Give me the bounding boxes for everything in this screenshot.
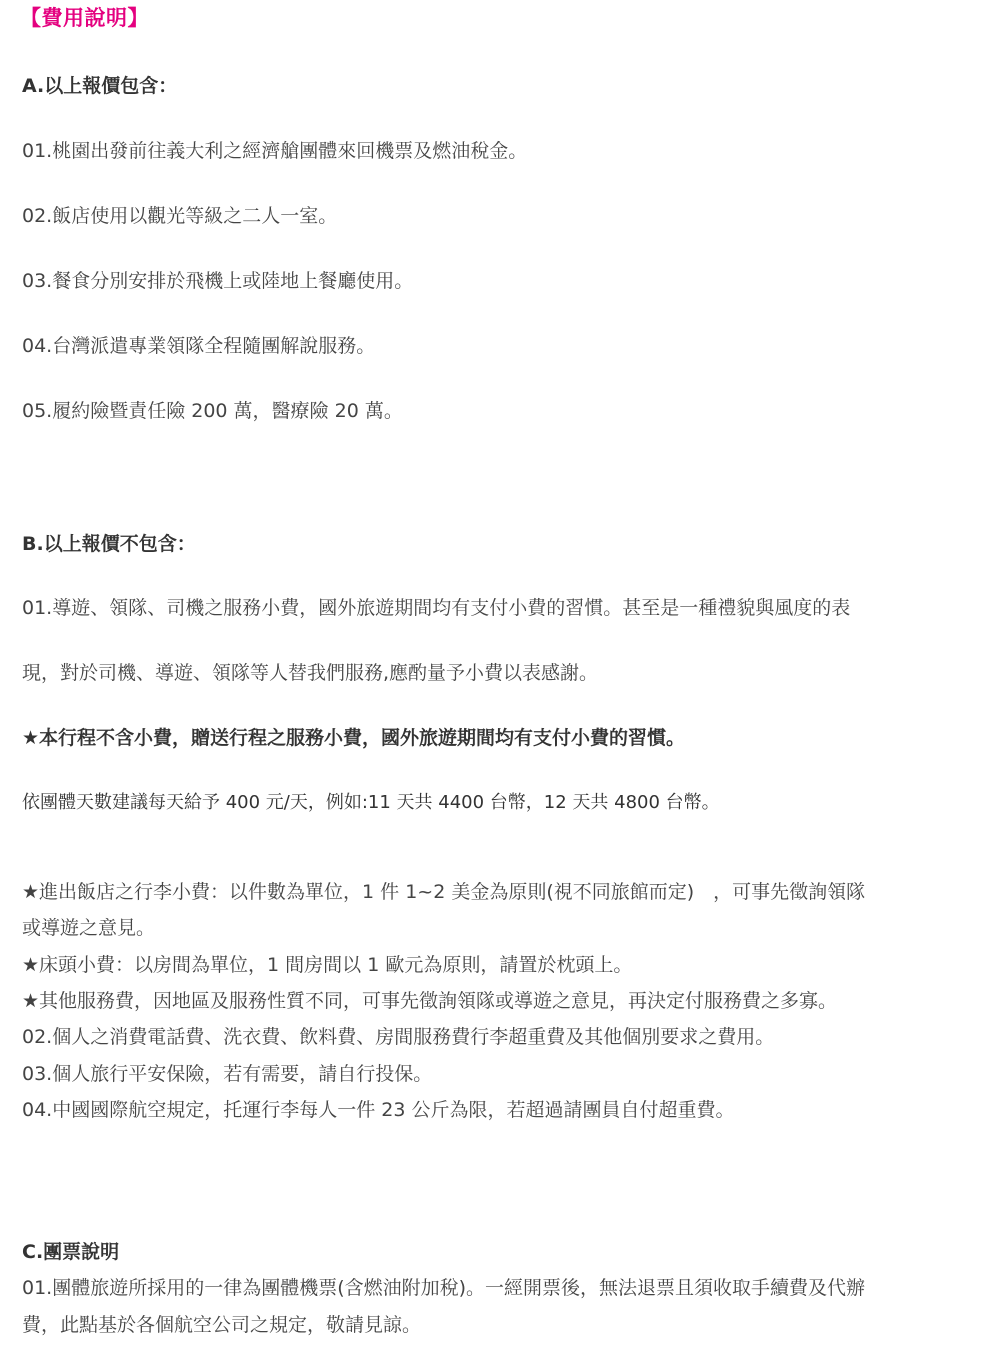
tip-suggestion: 依團體天數建議每天給予 400 元/天，例如:11 天共 4400 台幣，12 天共 4800 台幣。 [22,792,720,813]
section-b-heading: B.以上報價不包含： [22,533,196,555]
luggage-tip-line-2: 或導遊之意見。 [22,917,156,939]
section-a-item-5: 05.履約險暨責任險 200 萬，醫療險 20 萬。 [22,400,403,422]
section-b-item-1-line-1: 01.導遊、領隊、司機之服務小費，國外旅遊期間均有支付小費的習慣。甚至是一種禮貌與風度的表 [22,597,851,619]
section-b-item-3: 03.個人旅行平安保險，若有需要，請自行投保。 [22,1063,433,1085]
section-a-item-4: 04.台灣派遣專業領隊全程隨團解說服務。 [22,335,376,357]
section-a-item-2: 02.飯店使用以觀光等級之二人一室。 [22,205,338,227]
section-c-line-1: 01.團體旅遊所採用的一律為團體機票(含燃油附加稅)。一經開票後，無法退票且須收取手續費及代辦 [22,1277,866,1299]
section-b-item-4: 04.中國國際航空規定，托運行李每人一件 23 公斤為限，若超過請團員自付超重費。 [22,1099,735,1121]
other-service-fee: ★其他服務費，因地區及服務性質不同，可事先徵詢領隊或導遊之意見，再決定付服務費之多寡。 [22,990,838,1012]
section-a-heading: A.以上報價包含： [22,75,178,97]
section-c-line-2: 費，此點基於各個航空公司之規定，敬請見諒。 [22,1314,422,1336]
tip-note: ★本行程不含小費，贈送行程之服務小費，國外旅遊期間均有支付小費的習慣。 [22,727,686,749]
luggage-tip-line-1: ★進出飯店之行李小費：以件數為單位，1 件 1~2 美金為原則(視不同旅館而定) ，可事先徵詢領隊 [22,881,866,903]
pillow-tip: ★床頭小費：以房間為單位，1 間房間以 1 歐元為原則，請置於枕頭上。 [22,954,633,976]
section-a-item-1: 01.桃園出發前往義大利之經濟艙團體來回機票及燃油稅金。 [22,140,528,162]
section-c-heading: C.團票說明 [22,1241,120,1263]
page-title: 【費用說明】 [20,6,149,30]
section-b-item-2: 02.個人之消費電話費、洗衣費、飲料費、房間服務費行李超重費及其他個別要求之費用。 [22,1026,775,1048]
section-a-item-3: 03.餐食分別安排於飛機上或陸地上餐廳使用。 [22,270,414,292]
section-b-item-1-line-2: 現，對於司機、導遊、領隊等人替我們服務,應酌量予小費以表感謝。 [22,662,599,684]
